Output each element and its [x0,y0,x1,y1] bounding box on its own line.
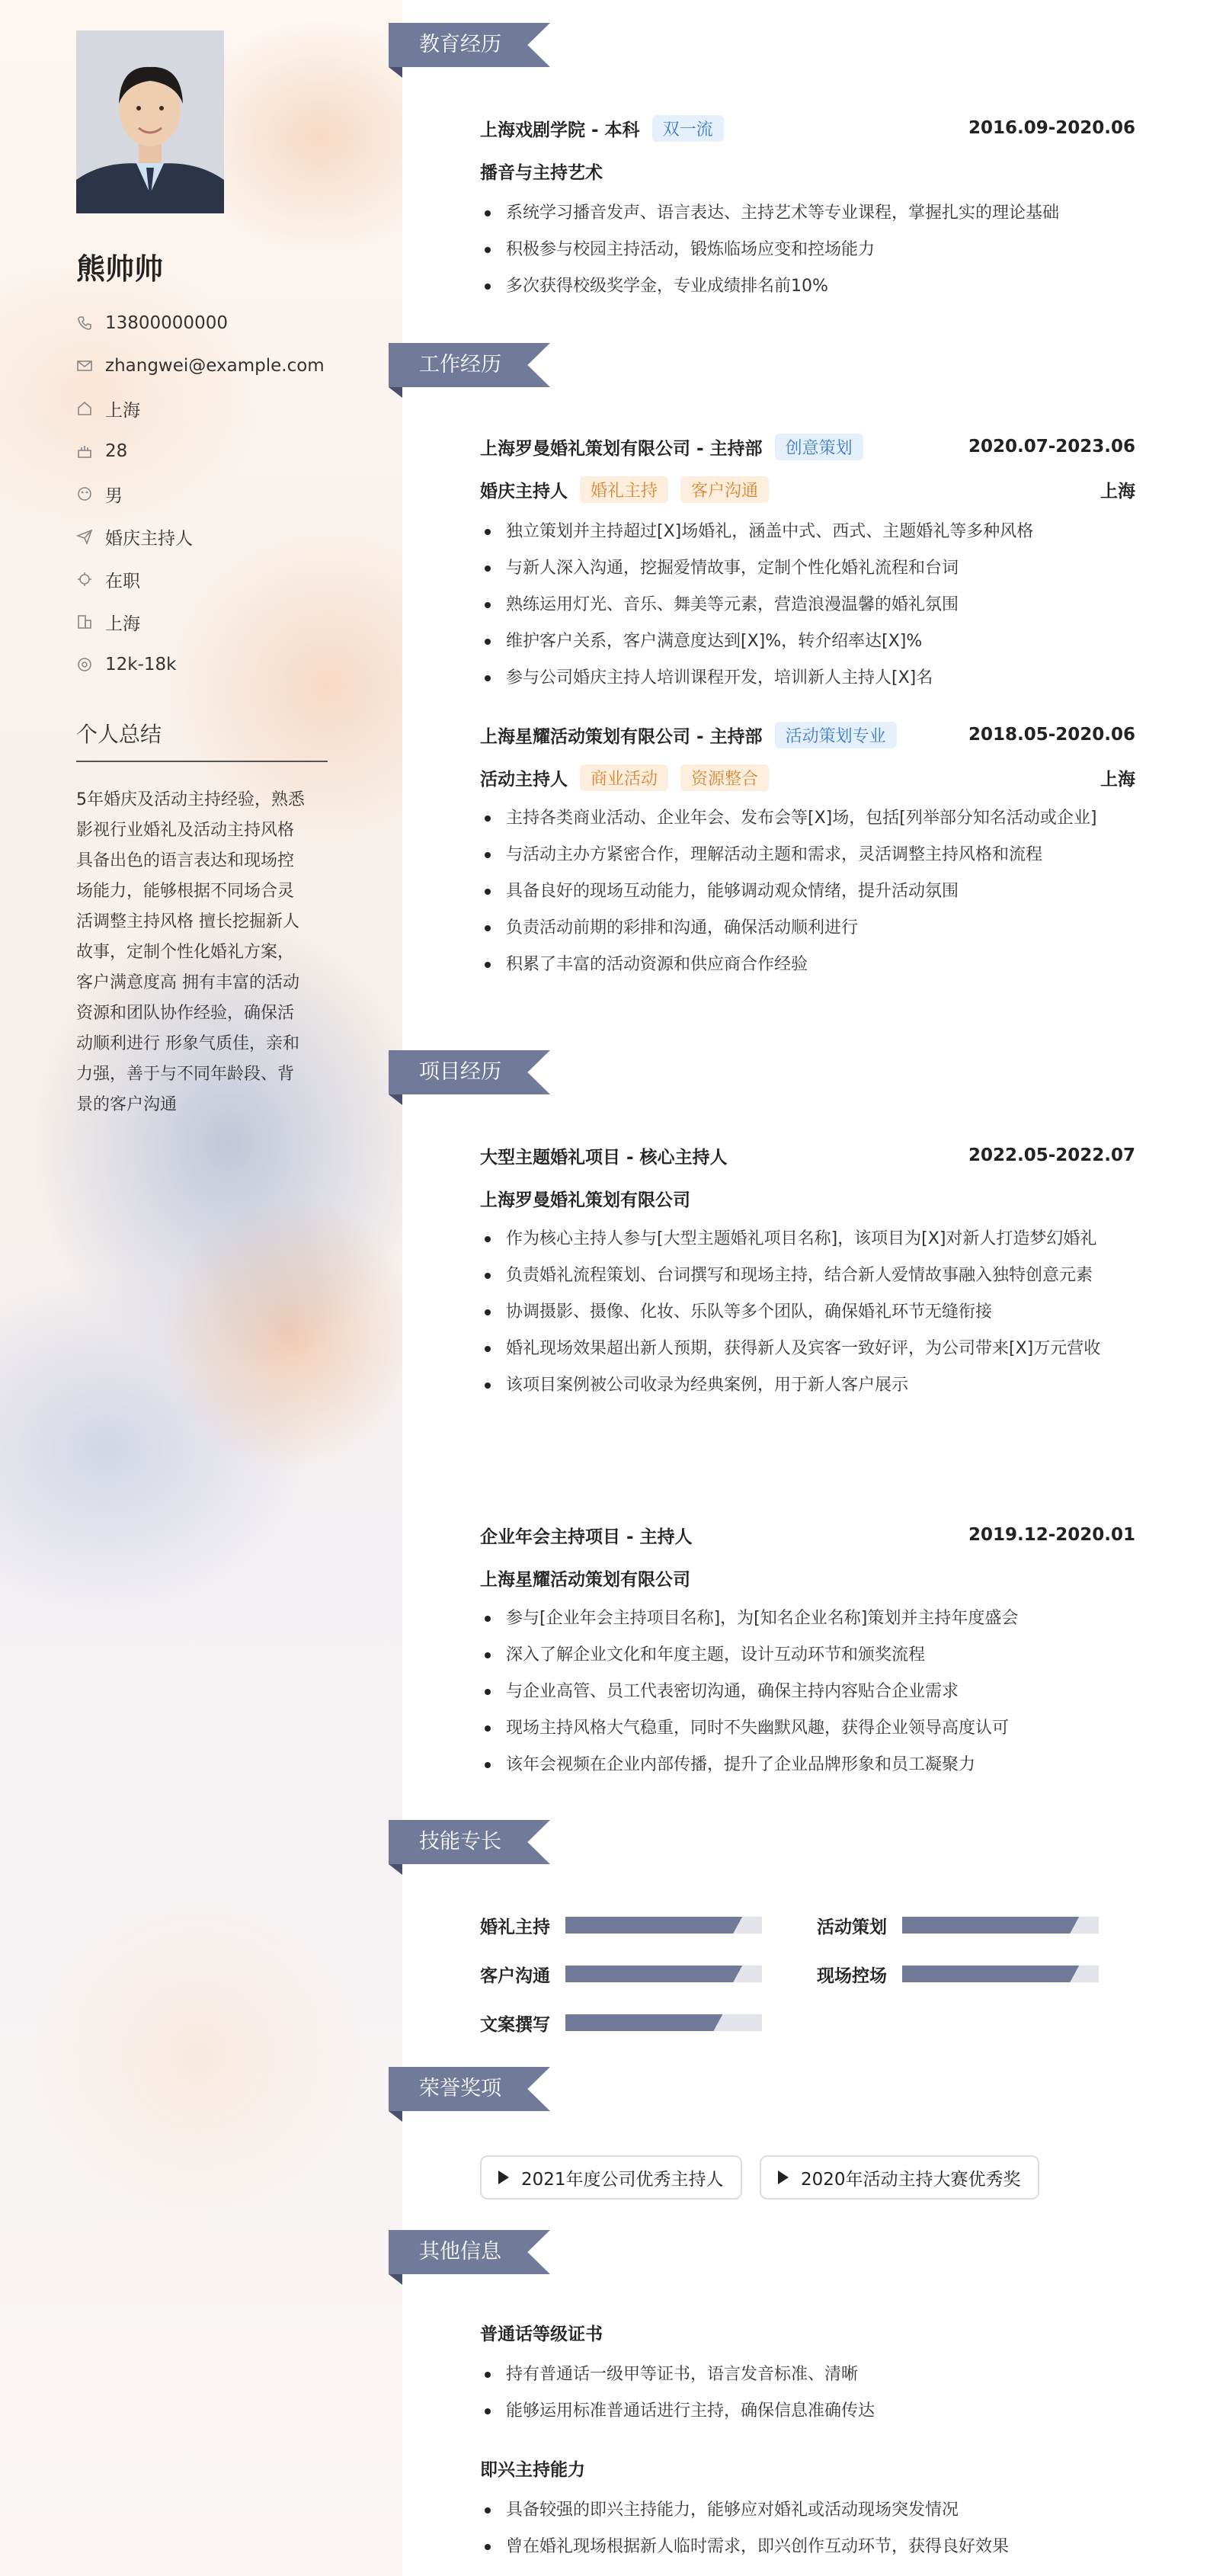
send-icon [76,528,93,545]
work-location: 上海 [1100,769,1135,790]
skill-name: 活动策划 [817,1917,887,1937]
list-item: 能够运用标准普通话进行主持，确保信息准确传达 [480,2396,1135,2427]
cake-icon [76,443,93,460]
summary-line: 场能力，能够根据不同场合灵 [76,882,295,901]
skill-item [480,1959,762,1989]
award-text: 2020年活动主持大赛优秀奖 [801,2169,1021,2190]
sidebar [0,0,402,2576]
section-title: 教育经历 [419,33,501,56]
contact-info-list [76,302,335,686]
skill-bar-fill [565,1917,742,1934]
project-entry-head [480,1520,1135,1550]
status-icon [76,571,93,588]
list-item: 婚礼现场效果超出新人预期，获得新人及宾客一致好评，为公司带来[X]万元营收 [480,1334,1135,1364]
other-subtitle: 普通话等级证书 [480,2324,603,2344]
work-bullets [480,517,1135,700]
list-item: 多次获得校级奖学金，专业成绩排名前10% [480,271,1135,302]
project-date: 2019.12-2020.01 [968,1525,1135,1545]
skill-bar-fill [902,1917,1079,1934]
work-tag: 活动策划专业 [775,722,897,748]
list-item: 系统学习播音发声、语言表达、主持艺术等专业课程，掌握扎实的理论基础 [480,198,1135,229]
mail-icon [76,357,93,374]
other-bullets [480,2360,1135,2433]
summary-line: 故事，定制个性化婚礼方案， [76,943,295,962]
profile-name: 熊帅帅 [76,252,164,286]
info-status-text: 在职 [105,571,140,591]
skill-item [480,2007,762,2038]
skill-bar [565,1917,762,1934]
info-salary [76,643,335,686]
skill-name: 文案撰写 [480,2014,550,2035]
section-fold [389,1864,402,1875]
list-item: 独立策划并主持超过[X]场婚礼，涵盖中式、西式、主题婚礼等多种风格 [480,517,1135,547]
list-item: 与新人深入沟通，挖掘爱情故事，定制个性化婚礼流程和台词 [480,553,1135,584]
info-position-text: 婚庆主持人 [105,528,193,549]
avatar [76,30,224,213]
summary-line: 5年婚庆及活动主持经验，熟悉 [76,790,305,809]
summary-line: 客户满意度高 拥有丰富的活动 [76,973,299,992]
work-company: 上海星耀活动策划有限公司 - 主持部 [480,726,763,747]
info-status [76,558,335,601]
work-company: 上海罗曼婚礼策划有限公司 - 主持部 [480,438,763,459]
list-item: 维护客户关系，客户满意度达到[X]%，转介绍率达[X]% [480,626,1135,657]
section-fold [389,1094,402,1105]
summary-title: 个人总结 [76,722,162,747]
list-item: 持有普通话一级甲等证书，语言发音标准、清晰 [480,2360,1135,2390]
info-age [76,430,335,473]
work-role: 活动主持人 [480,769,568,790]
education-major: 播音与主持艺术 [480,162,603,183]
project-entry-head [480,1140,1135,1171]
section-header-awards [389,2067,550,2111]
info-city [76,387,335,430]
list-item: 作为核心主持人参与[大型主题婚礼项目名称]，该项目为[X]对新人打造梦幻婚礼 [480,1224,1135,1254]
section-fold [389,387,402,398]
home-icon [76,400,93,417]
list-item: 曾在婚礼现场根据新人临时需求，即兴创作互动环节，获得良好效果 [480,2532,1135,2562]
education-school: 上海戏剧学院 - 本科 [480,120,640,140]
info-city-text: 上海 [105,400,140,421]
list-item: 积累了丰富的活动资源和供应商合作经验 [480,950,1135,980]
phone-icon [76,315,93,332]
play-triangle-icon [778,2171,789,2184]
work-entry-head [480,719,1135,750]
list-item: 主持各类商业活动、企业年会、发布会等[X]场，包括[列举部分知名活动或企业] [480,803,1135,834]
list-item: 与企业高管、员工代表密切沟通，确保主持内容贴合企业需求 [480,1677,1135,1707]
skill-item [817,1959,1099,1989]
summary-line: 活调整主持风格 擅长挖掘新人 [76,912,299,931]
section-title: 荣誉奖项 [419,2077,501,2100]
list-item: 深入了解企业文化和年度主题，设计互动环节和颁奖流程 [480,1640,1135,1671]
education-bullets [480,198,1135,308]
gender-icon [76,485,93,502]
list-item: 参与公司婚庆主持人培训课程开发，培训新人主持人[X]名 [480,663,1135,694]
skill-bar-fill [902,1966,1079,1982]
project-date: 2022.05-2022.07 [968,1145,1135,1165]
summary-line: 力强，善于与不同年龄段、背 [76,1065,295,1084]
section-fold [389,2111,402,2122]
list-item: 该年会视频在企业内部传播，提升了企业品牌形象和员工凝聚力 [480,1750,1135,1780]
salary-icon [76,656,93,673]
skill-item [817,1910,1099,1940]
project-name: 大型主题婚礼项目 - 核心主持人 [480,1147,728,1168]
list-item: 负责婚礼流程策划、台词撰写和现场主持，结合新人爱情故事融入独特创意元素 [480,1261,1135,1291]
other-subtitle: 即兴主持能力 [480,2460,585,2480]
info-phone [76,302,335,344]
info-email-text: zhangwei@example.com [105,356,325,376]
education-major-row [480,155,1135,186]
section-fold [389,67,402,78]
work-date: 2018.05-2020.06 [968,725,1135,745]
project-bullets [480,1604,1135,1786]
info-salary-text: 12k-18k [105,655,177,674]
list-item: 现场主持风格大气稳重，同时不失幽默风趣，获得企业领导高度认可 [480,1713,1135,1744]
summary-divider [76,761,328,762]
info-work-city [76,601,335,643]
work-role-tag: 商业活动 [580,764,668,791]
skill-bar-fill [565,1966,742,1982]
list-item: 负责活动前期的彩排和沟通，确保活动顺利进行 [480,913,1135,944]
list-item: 协调摄影、摄像、化妆、乐队等多个团队，确保婚礼环节无缝衔接 [480,1297,1135,1328]
info-email [76,344,335,387]
list-item: 具备良好的现场互动能力，能够调动观众情绪，提升活动氛围 [480,876,1135,907]
section-title: 其他信息 [419,2240,501,2264]
play-triangle-icon [498,2171,509,2184]
summary-line: 具备出色的语言表达和现场控 [76,851,295,870]
skill-name: 客户沟通 [480,1966,550,1986]
avatar-portrait-icon [76,30,224,213]
project-org-row [480,1562,1135,1593]
work-role-tag: 客户沟通 [680,476,769,503]
award-text: 2021年度公司优秀主持人 [521,2169,724,2190]
award-badge [760,2155,1039,2200]
building-icon [76,614,93,630]
work-role-row [480,474,1135,505]
info-work-city-text: 上海 [105,614,140,634]
section-header-education [389,23,550,67]
project-org: 上海星耀活动策划有限公司 [480,1569,690,1590]
summary-line: 资源和团队协作经验，确保活 [76,1004,295,1023]
list-item: 该项目案例被公司收录为经典案例，用于新人客户展示 [480,1370,1135,1401]
section-title: 工作经历 [419,353,501,376]
award-badge [480,2155,742,2200]
section-title: 技能专长 [419,1830,501,1854]
work-location: 上海 [1100,481,1135,501]
education-date: 2016.09-2020.06 [968,118,1135,138]
skill-bar [902,1966,1099,1982]
work-entry-head [480,431,1135,462]
work-date: 2020.07-2023.06 [968,437,1135,457]
section-fold [389,2274,402,2285]
project-bullets [480,1224,1135,1407]
summary-line: 景的客户沟通 [76,1095,178,1114]
project-org-row [480,1183,1135,1213]
summary-line: 动顺利进行 形象气质佳，亲和 [76,1034,299,1053]
list-item: 积极参与校园主持活动，锻炼临场应变和控场能力 [480,235,1135,265]
skill-item [480,1910,762,1940]
work-role: 婚庆主持人 [480,481,568,501]
work-tag: 创意策划 [775,434,863,460]
other-bullets [480,2495,1135,2568]
skill-name: 现场控场 [817,1966,887,1986]
skill-bar-fill [565,2014,722,2031]
education-entry-head [480,113,1135,143]
section-header-work [389,343,550,387]
list-item: 参与[企业年会主持项目名称]，为[知名企业名称]策划并主持年度盛会 [480,1604,1135,1634]
work-role-row [480,762,1135,793]
list-item: 具备较强的即兴主持能力，能够应对婚礼或活动现场突发情况 [480,2495,1135,2526]
skill-bar [902,1917,1099,1934]
skill-bar [565,2014,762,2031]
section-header-other [389,2230,550,2274]
skill-bar [565,1966,762,1982]
work-bullets [480,803,1135,986]
skill-name: 婚礼主持 [480,1917,550,1937]
info-gender [76,473,335,515]
work-role-tag: 资源整合 [680,764,769,791]
work-role-tag: 婚礼主持 [580,476,668,503]
education-tag: 双一流 [652,115,724,142]
info-age-text: 28 [105,441,128,461]
project-name: 企业年会主持项目 - 主持人 [480,1527,693,1547]
summary-text [76,785,331,1120]
list-item: 与活动主办方紧密合作，理解活动主题和需求，灵活调整主持风格和流程 [480,840,1135,870]
section-header-skills [389,1820,550,1864]
info-phone-text: 13800000000 [105,313,228,333]
summary-line: 影视行业婚礼及活动主持风格 [76,821,295,840]
info-position [76,515,335,558]
section-title: 项目经历 [419,1060,501,1084]
list-item: 熟练运用灯光、音乐、舞美等元素，营造浪漫温馨的婚礼氛围 [480,590,1135,620]
info-gender-text: 男 [105,485,123,506]
project-org: 上海罗曼婚礼策划有限公司 [480,1190,690,1210]
section-header-project [389,1050,550,1094]
